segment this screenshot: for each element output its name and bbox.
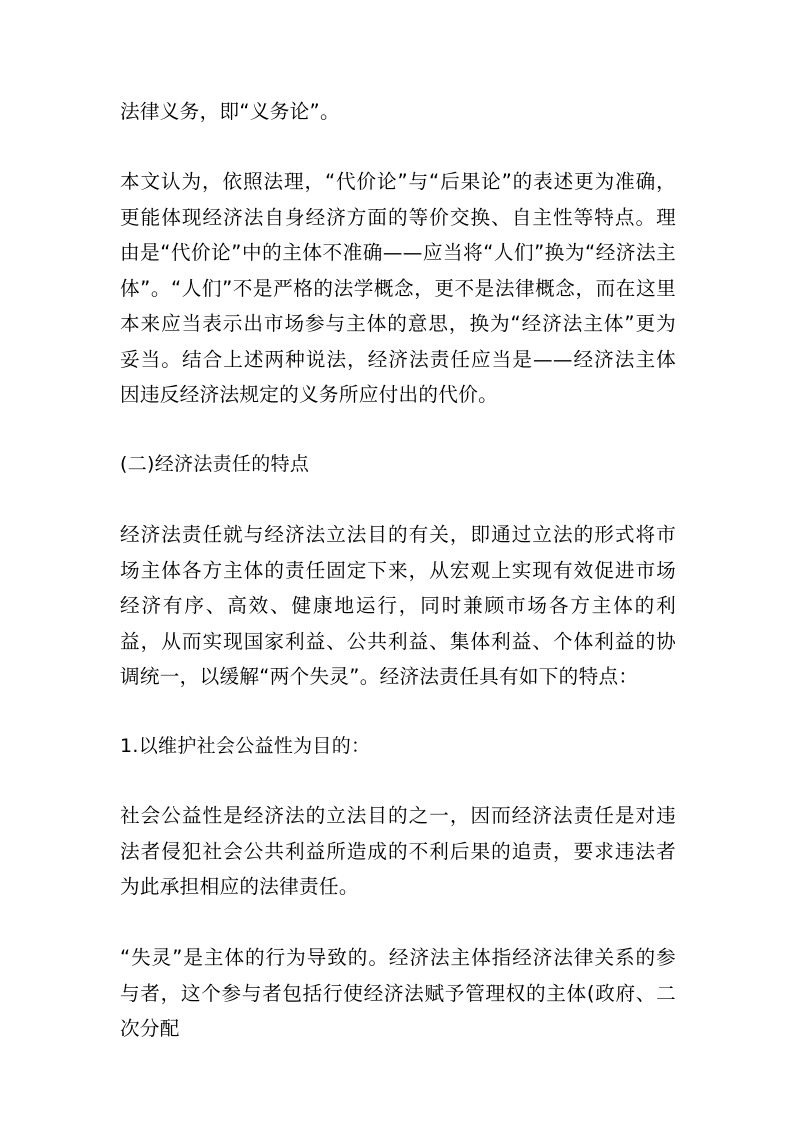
paragraph-legislative-purpose: 经济法责任就与经济法立法目的有关，即通过立法的形式将市场主体各方主体的责任固定下来，从宏观上实现有效促进市场经济有序、高效、健康地运行，同时兼顾市场各方主体的利益，从而实现国家利益、公共利益、集体利益、个体利益的协调统一，以缓解“两个失灵”。经济法责任具有如下的特点： (120, 523, 676, 688)
subheading-public-interest: 1.以维护社会公益性为目的： (120, 735, 371, 757)
paragraph-failure-cause: “失灵”是主体的行为导致的。经济法主体指经济法律关系的参与者，这个参与者包括行使经济法赋予管理权的主体(政府、二次分配 (120, 946, 676, 1040)
paragraph-obligation-theory: 法律义务，即“义务论”。 (120, 100, 340, 123)
section-heading-characteristics: (二)经济法责任的特点 (120, 453, 310, 475)
paragraph-public-interest: 社会公益性是经济法的立法目的之一，因而经济法责任是对违法者侵犯社会公共利益所造成的不利后果的追责，要求违法者为此承担相应的法律责任。 (120, 804, 676, 898)
paragraph-author-view: 本文认为，依照法理，“代价论”与“后果论”的表述更为准确，更能体现经济法自身经济方面的等价交换、自主性等特点。理由是“代价论”中的主体不准确——应当将“人们”换为“经济法主体”。“人们”不是严格的法学概念，更不是法律概念，而在这里本来应当表示出市场参与主体的意思，换为“经济法主体”更为妥当。结合上述两种说法，经济法责任应当是——经济法主体因违反经济法规定的义务所应付出的代价。 (120, 170, 676, 406)
